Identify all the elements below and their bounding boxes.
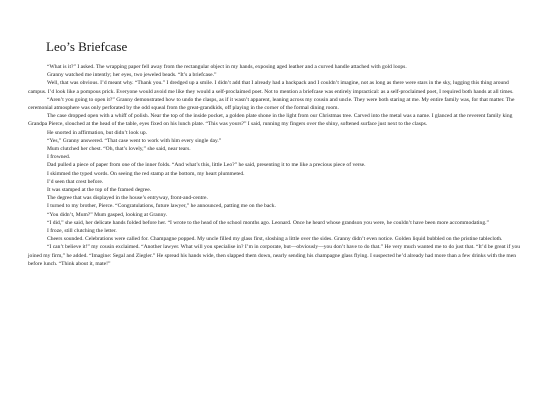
paragraph: I skimmed the typed words. On seeing the red stamp at the bottom, my heart plummeted. (47, 170, 245, 177)
paragraph: Granny watched me intently; her eyes, two jeweled beads. “It’s a briefcase.” (47, 72, 217, 79)
paragraph: Well, that was obvious. I’d meant why. “Thank you.” I dredged up a smile. I didn’t add that I already had a backpack and I couldn’t imagine, not as long as there were stars in the sky, lugging this thing around campus. I’d look like a pompous prick. Everyone would avoid me like they would a self-proclaimed poet. Not to mention a briefcase was entirely impractical: as a self-proclaimed poet, I required both hands at all times. (28, 80, 514, 95)
paragraph: It was stamped at the top of the framed degree. (47, 187, 152, 194)
paragraph: Cheers sounded. Celebrations were called for. Champagne popped. My uncle filled my glass first, sloshing a little over the sides. Granny didn’t even notice. Golden liquid bubbled on the pristine tablecloth. (47, 236, 503, 243)
paragraph: “Yes,” Granny answered. “That case went to work with him every single day.” (47, 137, 222, 144)
paragraph: Dad pulled a piece of paper from one of the inner folds. “And what’s this, little Leo?” he said, presenting it to me like a precious piece of verse. (47, 162, 366, 169)
paragraph: Mum clutched her chest. “Oh, that’s lovely,” she said, near tears. (47, 146, 191, 153)
paragraph: “What is it?” I asked. The wrapping paper fell away from the rectangular object in my hands, exposing aged leather and a curved handle attached with gold loops. (47, 64, 407, 70)
paragraph: I froze, still clutching the letter. (47, 228, 117, 235)
paragraph: I’d seen that crest before. (47, 178, 104, 185)
document-title: Leo’s Briefcase (46, 39, 128, 54)
paragraph: “You didn’t, Mum?” Mum gasped, looking at Granny. (47, 211, 168, 218)
paragraph: “Aren’t you going to open it?” Granny demonstrated how to undo the clasps, as if it wasn’t apparent, leaning across my cousin and uncle. They were both staring at me. My entire family was, for that matter. The ceremonial atmosphere was only perforated by the odd squeal from the great-grandkids, off playing in the corner of the formal dining room. (28, 96, 515, 112)
paragraph: He snorted in affirmation, but didn’t look up. (47, 129, 148, 136)
paragraph: The degree that was displayed in the house’s entryway, front-and-centre. (47, 195, 208, 202)
paragraph: I turned to my brother, Pierce. “Congratulations, future lawyer,” he announced, patting me on the back. (47, 203, 276, 210)
paragraph: I frowned. (47, 154, 71, 161)
paragraph: “I did,” she said, her delicate hands folded before her. “I wrote to the head of the school months ago. Leonard. Once he heard whose grandson you were, he couldn’t have been more accommodating.” (47, 219, 489, 226)
paragraph: The case dropped open with a whiff of polish. Near the top of the inside pocket, a golden plate shone in the light from our Christmas tree. Carved into the metal was a name. I glanced at the reverent family king Grandpa Pierce, slouched at the head of the table, eyes fixed on his lunch plate. “This was yours?” I said, running my fingers over the shiny, softened surface just next to the clasps. (28, 113, 513, 128)
paragraph: “I can’t believe it!” my cousin exclaimed. “Another lawyer. What will you specialise in? I’m in corporate, but—obviously—you don’t have to do that.” He very much wanted me to do just that. “It’d be great if you joined my firm,” he added. “Imagine: Segal and Ziegler.” He spread his hands wide, then slapped them down, nearly sending his champagne glass flying. I suspected he’d already had more than a few drinks with the men before lunch. “Think about it, mate!” (28, 244, 521, 267)
document-body (28, 63, 522, 268)
